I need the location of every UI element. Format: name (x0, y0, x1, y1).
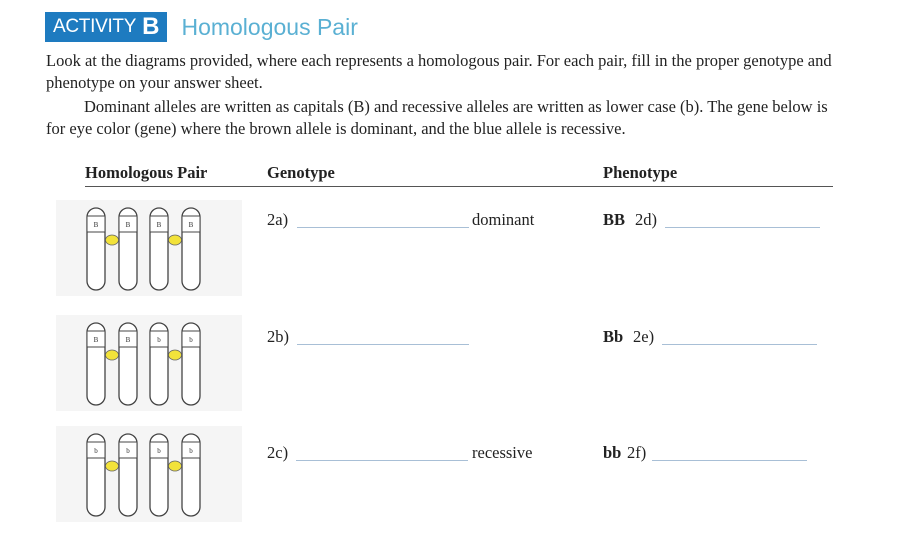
activity-header (45, 10, 358, 44)
homologous-pair-diagram-3 (56, 426, 242, 522)
activity-word: ACTIVITY (53, 16, 137, 37)
centromere (106, 461, 119, 471)
phenotype-answer-2f[interactable] (652, 460, 807, 461)
allele-letter: b (94, 447, 98, 455)
column-header-phenotype: Phenotype (603, 163, 678, 182)
centromere (169, 350, 182, 360)
phenotype-label-2d: 2d) (635, 210, 657, 229)
phenotype-code-bb-dominant: BB (603, 210, 626, 229)
phenotype-label-2e: 2e) (633, 327, 655, 346)
allele-letter: B (93, 336, 99, 344)
header-rule (85, 186, 833, 187)
phenotype-answer-2d[interactable] (665, 227, 820, 228)
phenotype-code-bb-recessive: bb (603, 443, 622, 462)
allele-letter: b (189, 447, 193, 455)
chromosome-drawing-2 (56, 315, 242, 411)
genotype-label-2c: 2c) (267, 443, 289, 462)
homologous-pair-diagram-1 (56, 200, 242, 296)
homologous-pair-diagram-2 (56, 315, 242, 411)
centromere (106, 350, 119, 360)
centromere (169, 235, 182, 245)
allele-letter: B (93, 221, 99, 229)
activity-letter: B (142, 13, 160, 40)
allele-letter: B (125, 221, 131, 229)
centromere (106, 235, 119, 245)
allele-letter: B (125, 336, 131, 344)
genotype-answer-2b[interactable] (297, 344, 469, 345)
activity-badge (45, 12, 167, 42)
allele-letter: b (189, 336, 193, 344)
allele-letter: B (188, 221, 194, 229)
column-header-genotype: Genotype (267, 163, 335, 182)
allele-letter: b (157, 447, 161, 455)
activity-title: Homologous Pair (181, 13, 358, 40)
genotype-hint-2a: dominant (472, 210, 535, 229)
instruction-paragraph-1: Look at the diagrams provided, where each represents a homologous pair. For each pair, fill in the proper genotype and phenotype on your answer sheet. (46, 51, 832, 92)
genotype-hint-2c: recessive (472, 443, 533, 462)
phenotype-code-bb-hetero: Bb (603, 327, 624, 346)
genotype-answer-2c[interactable] (296, 460, 468, 461)
phenotype-answer-2e[interactable] (662, 344, 817, 345)
instruction-paragraph-2: Dominant alleles are written as capitals (B) and recessive alleles are written as lower case (b). The gene below is for eye color (gene) where the brown allele is dominant, and the blue allele is recessive. (46, 97, 828, 138)
centromere (169, 461, 182, 471)
genotype-answer-2a[interactable] (297, 227, 469, 228)
column-header-pair: Homologous Pair (85, 163, 208, 182)
allele-letter: B (156, 221, 162, 229)
phenotype-label-2f: 2f) (627, 443, 647, 462)
genotype-label-2b: 2b) (267, 327, 289, 346)
allele-letter: b (157, 336, 161, 344)
genotype-label-2a: 2a) (267, 210, 289, 229)
chromosome-drawing-3 (56, 426, 242, 522)
allele-letter: b (126, 447, 130, 455)
chromosome-drawing-1 (56, 200, 242, 296)
